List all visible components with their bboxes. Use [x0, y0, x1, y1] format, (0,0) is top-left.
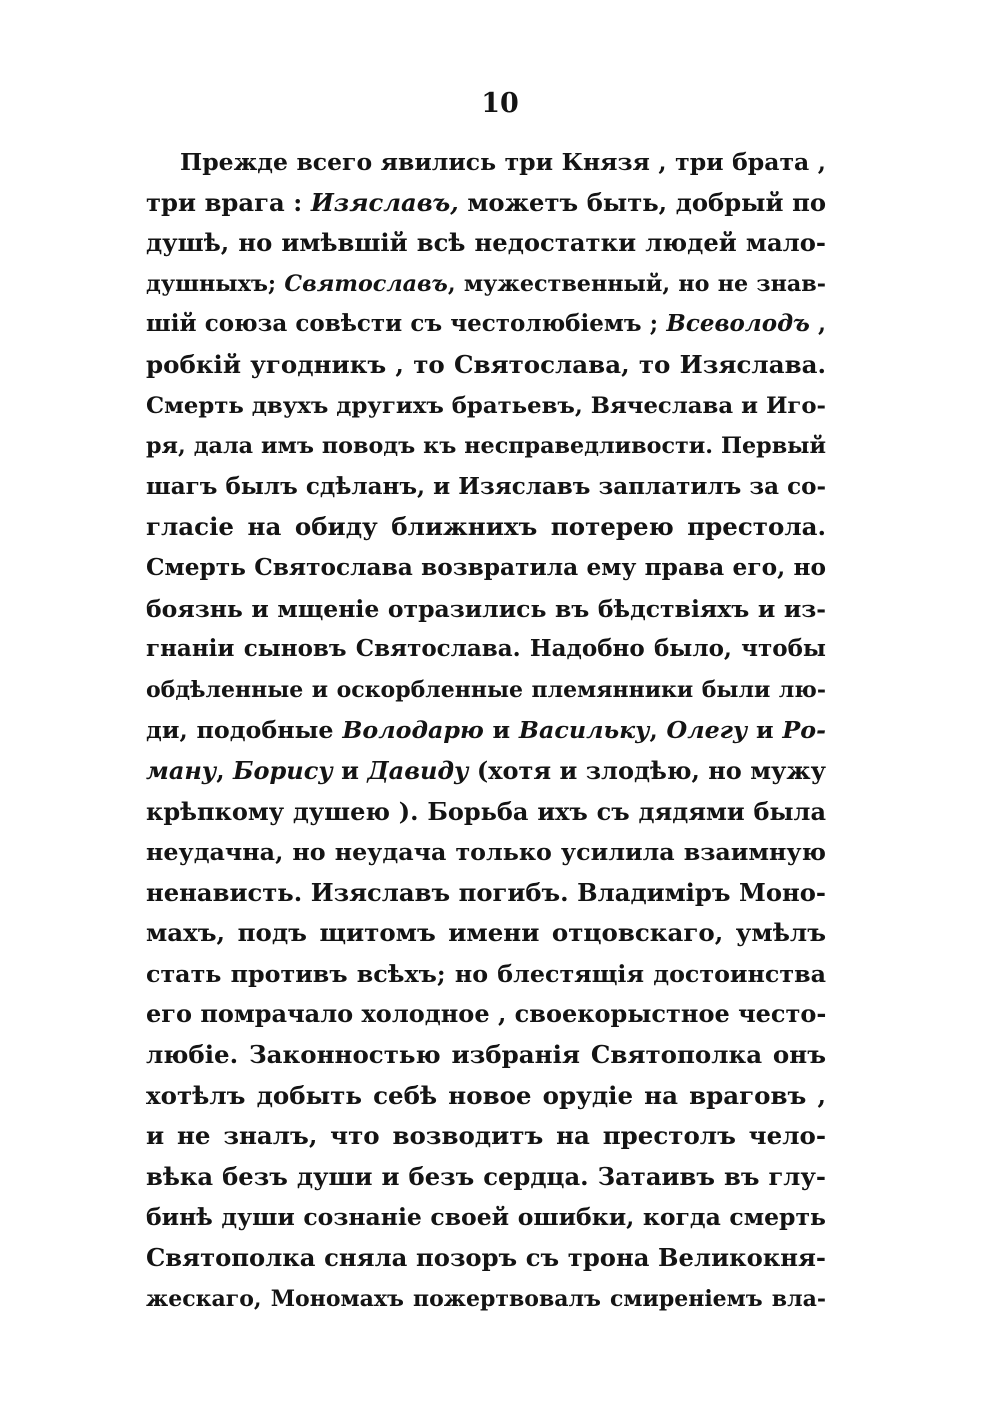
italic-name: Всеволодъ — [666, 310, 810, 338]
text-line — [146, 426, 826, 467]
text-line — [146, 345, 826, 386]
text-run: гласіе на обиду ближнихъ потерею престола. — [146, 512, 826, 542]
text-run: махъ, подъ щитомъ имени отцовскаго, умѣлъ — [146, 918, 826, 948]
text-line — [146, 1279, 826, 1320]
text-run: робкій угодникъ , то Святослава, то Изяслава. — [146, 349, 826, 379]
text-line — [146, 142, 826, 183]
text-run: обдѣленные и оскорбленные племянники были лю- — [146, 676, 826, 703]
text-run: (хотя и злодѣю, но мужу — [468, 755, 826, 785]
italic-name: Борису — [232, 755, 333, 785]
text-run: неудачна, но неудача только усилила взаимную — [146, 838, 826, 867]
italic-name: Давиду — [367, 755, 469, 785]
text-run: Прежде всего явились три Князя , три брата , — [180, 148, 826, 176]
text-run: хотѣлъ добыть себѣ новое орудіе на враговъ , — [146, 1080, 826, 1110]
italic-name: Олегу — [666, 716, 748, 745]
text-run: шагъ былъ сдѣланъ, и Изяславъ заплатилъ за со- — [146, 472, 826, 500]
text-line — [146, 1238, 826, 1279]
italic-name: Святославъ — [284, 270, 448, 297]
text-run: шій союза совѣсти съ честолюбіемъ ; — [146, 310, 667, 338]
text-line — [146, 792, 826, 833]
text-run: и — [747, 716, 783, 745]
text-run: боязнь и мщеніе отразились въ бѣдствіяхъ и из- — [146, 594, 826, 623]
text-line — [146, 629, 826, 670]
text-line — [146, 873, 826, 914]
text-run: можетъ быть, добрый по — [458, 187, 827, 217]
text-line — [146, 467, 826, 508]
text-run: душѣ, но имѣвшій всѣ недостатки людей мало- — [146, 228, 826, 258]
text-run: и — [483, 716, 519, 745]
text-run: его помрачало холодное , своекорыстное често- — [146, 999, 827, 1029]
text-run: вѣка безъ души и безъ сердца. Затаивъ въ глу- — [146, 1161, 826, 1191]
text-line — [146, 1076, 826, 1117]
text-run: три врага : — [146, 187, 311, 217]
text-run: стать противъ всѣхъ; но блестящія достоинства — [146, 959, 826, 988]
text-run: ря, дала имъ поводъ къ несправедливости. Первый — [146, 433, 826, 460]
text-run: жескаго, Мономахъ пожертвовалъ смиреніемъ вла- — [146, 1285, 826, 1312]
text-line — [146, 710, 826, 751]
text-line — [146, 1116, 826, 1157]
text-run: бинѣ души сознаніе своей ошибки, когда смерть — [146, 1203, 826, 1232]
italic-name: Изяславъ, — [310, 187, 459, 217]
page-number: 10 — [481, 88, 519, 119]
text-line — [146, 913, 826, 954]
text-run: и — [332, 755, 368, 785]
text-run: , — [216, 755, 233, 785]
text-run: ди, подобные — [146, 716, 343, 745]
text-line — [146, 264, 826, 305]
text-run: любіе. Законностью избранія Святополка онъ — [146, 1040, 826, 1070]
text-run: гнаніи сыновъ Святослава. Надобно было, чтобы — [146, 635, 826, 663]
text-line — [146, 832, 826, 873]
text-line — [146, 994, 826, 1035]
text-line — [146, 589, 826, 630]
italic-name: Ро- — [782, 716, 826, 745]
text-run: душныхъ; — [146, 270, 285, 297]
text-line — [146, 1035, 826, 1076]
italic-name: Васильку — [518, 716, 650, 745]
text-run: и не зналъ, что возводитъ на престолъ чело- — [146, 1121, 826, 1151]
text-line — [146, 751, 826, 792]
italic-name: Володарю — [342, 716, 484, 745]
text-line — [146, 1157, 826, 1198]
text-line — [146, 223, 826, 264]
text-run: , мужественный, но не знав- — [447, 270, 826, 297]
text-line — [146, 1197, 826, 1238]
text-run: , — [809, 310, 827, 338]
text-line — [146, 183, 826, 224]
text-line — [146, 386, 826, 427]
body-text — [146, 142, 826, 1319]
text-run: Смерть Святослава возвратила ему права его, но — [146, 553, 826, 581]
text-run: Святополка сняла позоръ съ трона Великокня- — [146, 1243, 826, 1273]
text-run: , — [649, 716, 667, 745]
text-line — [146, 954, 826, 995]
text-line — [146, 548, 826, 589]
text-run: крѣпкому душею ). Борьба ихъ съ дядями была — [146, 796, 826, 826]
text-line — [146, 670, 826, 711]
italic-name: ману — [146, 755, 217, 785]
text-line — [146, 507, 826, 548]
text-run: Смерть двухъ другихъ братьевъ, Вячеслава и Иго- — [146, 392, 826, 419]
text-run: ненависть. Изяславъ погибъ. Владиміръ Моно- — [146, 877, 826, 907]
text-line — [146, 304, 826, 345]
